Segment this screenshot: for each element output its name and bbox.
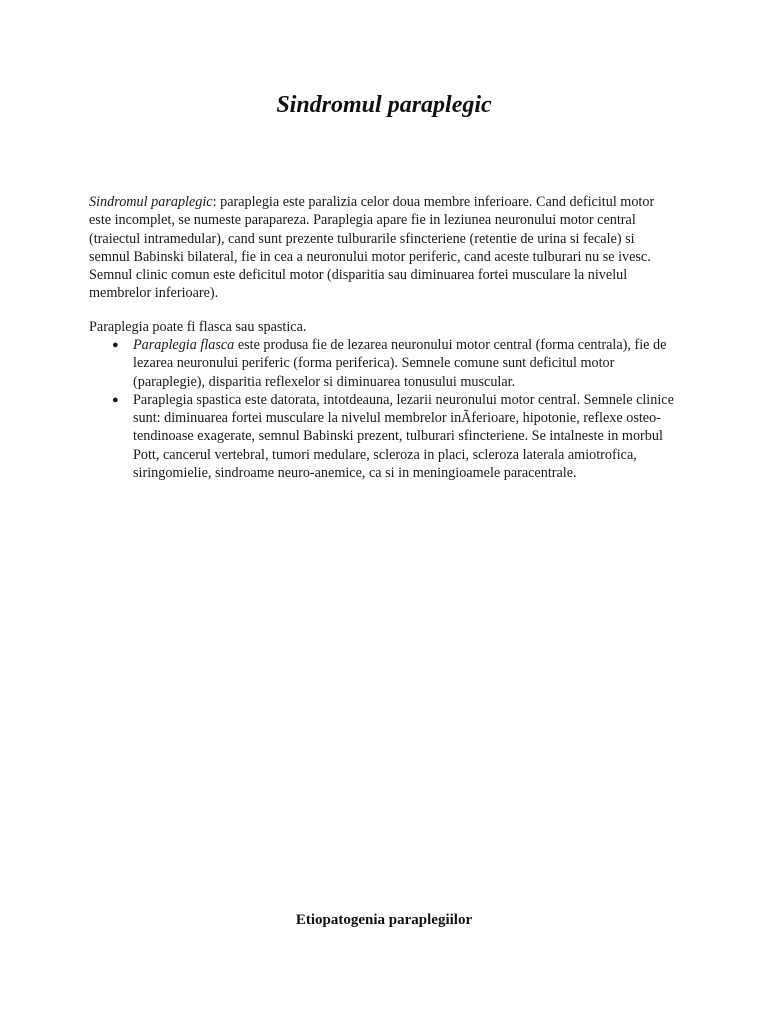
intro-term: Sindromul paraplegic: [89, 194, 213, 210]
list-item-text: Paraplegia spastica este datorata, intotdeauna, lezarii neuronului motor central. Semnele clinice sunt: diminuarea fortei musculare la nivelul membrelor inÃferioare, hipotonie, reflexe osteo-tendinoase exagerate, semnul Babinski prezent, tulburari sfincteriene. Se intalneste in morbul Pott, cancerul vertebral, tumori medulare, scleroza in placi, scleroza laterala amiotrofica, siringomielie, sindroame neuro-anemice, ca si in meningioamele paracentrale.: [133, 391, 674, 482]
section-heading: Etiopatogenia paraplegiilor: [295, 912, 473, 928]
intro-text: : paraplegia este paralizia celor doua membre inferioare. Cand deficitul motor este incomplet, se numeste parapareza. Paraplegia apare fie in leziunea neuronului motor central (traiectul intramedular), cand sunt prezente tulburarile sfincteriene (retentie de urina si fecale) si semnul Babinski bilateral, fie in cea a neuronului motor periferic, cand aceste tulburari nu se ivesc. Semnul clinic comun este deficitul motor (disparitia sau diminuarea fortei musculare la nivelul membrelor inferioare).: [89, 194, 655, 302]
bullet-icon: ●: [112, 339, 119, 351]
list-item-lead: Paraplegia flasca: [133, 337, 235, 353]
paraplegia-types-list: [89, 336, 679, 482]
types-intro-paragraph: Paraplegia poate fi flasca sau spastica.: [89, 319, 307, 335]
list-item-text: este produsa fie de lezarea neuronului motor central (forma centrala), fie de lezarea neuronului periferic (forma periferica). Semnele comune sunt deficitul motor (paraplegie), disparitia reflexelor si diminuarea tonusului muscular.: [133, 337, 667, 390]
list-item: [89, 391, 679, 482]
bullet-icon: ●: [112, 393, 119, 406]
intro-paragraph: [89, 193, 679, 303]
list-item: [89, 336, 679, 391]
page-title: Sindromul paraplegic: [276, 92, 492, 118]
